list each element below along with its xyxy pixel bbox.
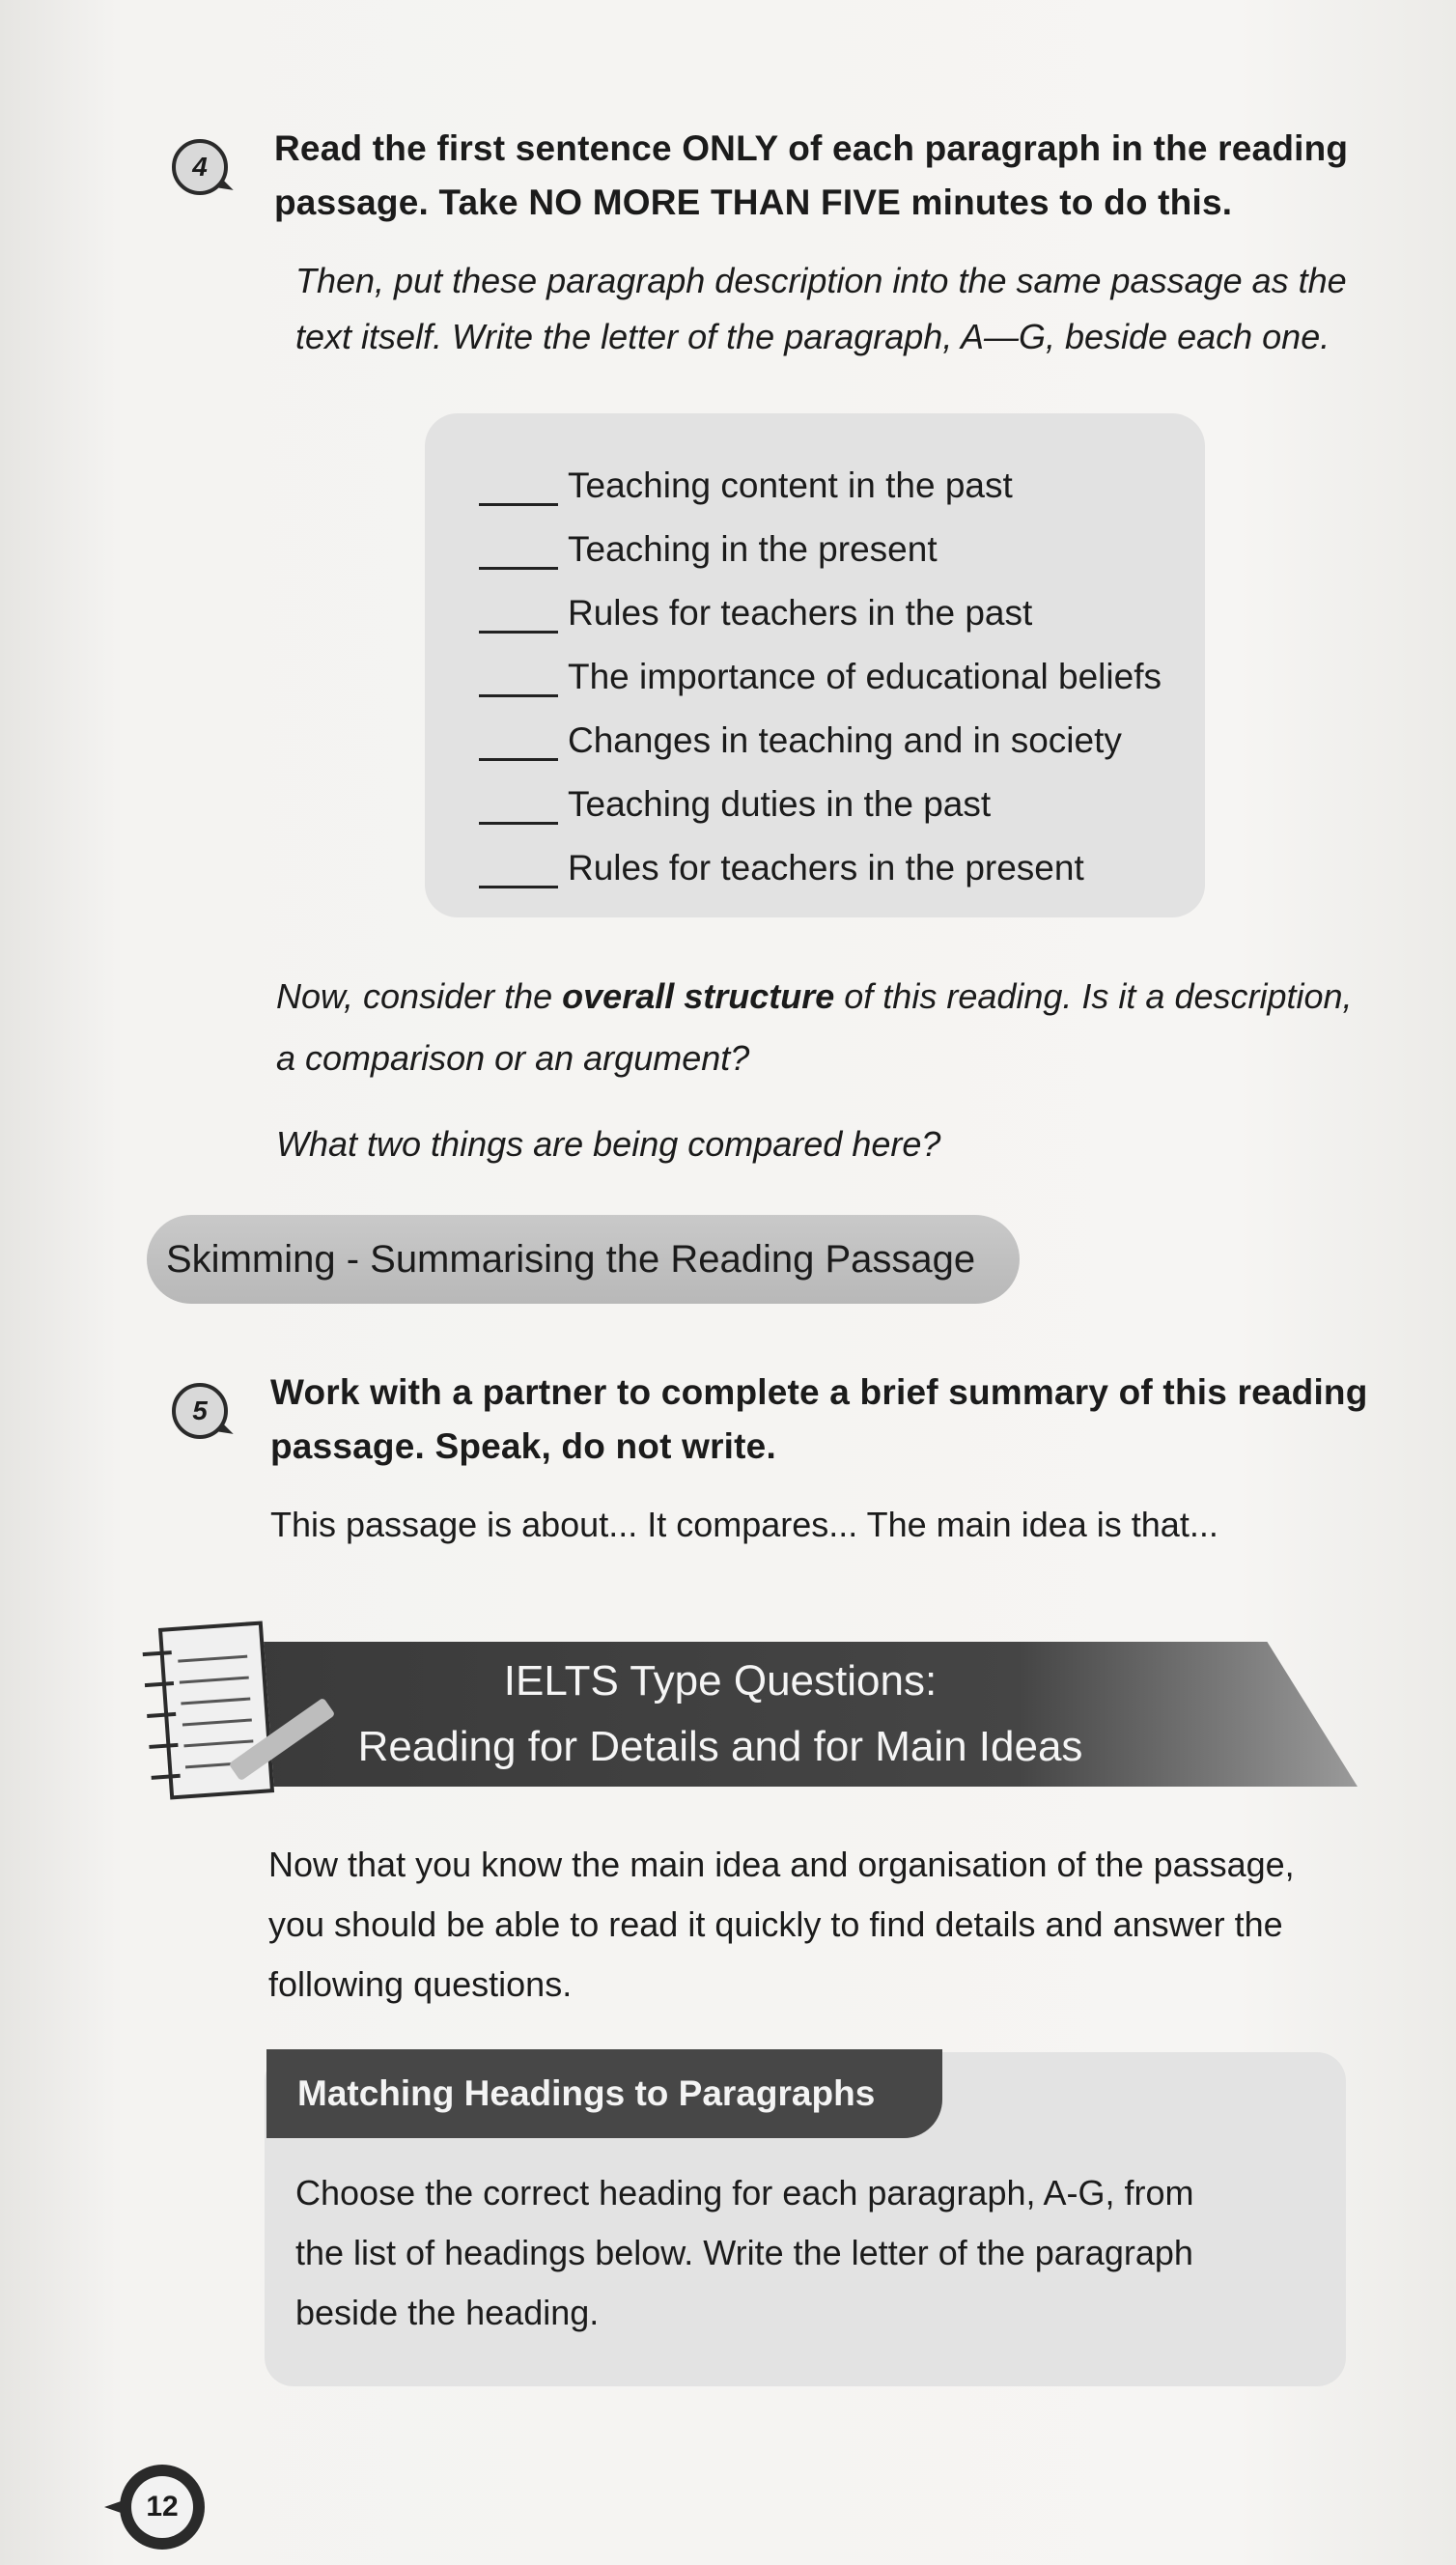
description-item [479,699,1122,761]
q4-instruction-line: Read the first sentence ONLY of each paragraph in the reading [274,128,1349,168]
description-text: Rules for teachers in the past [568,593,1033,633]
compared-question: What two things are being compared here? [276,1124,941,1164]
q5-instruction-line: passage. Speak, do not write. [270,1426,776,1466]
answer-blank[interactable] [479,719,558,761]
structure-text: Now, consider the [276,976,563,1016]
skimming-heading [147,1215,1020,1304]
q5-instruction-line: Work with a partner to complete a brief summary of this reading [270,1372,1368,1412]
banner-title-line: Reading for Details and for Main Ideas [357,1723,1083,1770]
question-number: 4 [172,139,228,195]
matching-title [266,2049,942,2138]
notepad-icon [158,1621,274,1799]
question-5-badge [172,1383,236,1447]
descriptions-panel [425,413,1205,917]
q4-instruction [274,122,1385,230]
description-text: Changes in teaching and in society [568,720,1122,760]
description-item [479,635,1162,697]
description-item [479,763,991,825]
matching-instructions [295,2163,1319,2343]
question-number: 5 [172,1383,228,1439]
intro-line: following questions. [268,1964,573,2004]
matching-title-text: Matching Headings to Paragraphs [297,2073,876,2113]
structure-text: of this reading. Is it a description, [834,976,1353,1016]
question-4-badge [172,139,236,203]
matching-line: Choose the correct heading for each paragraph, A-G, from [295,2173,1194,2213]
page-number-badge [112,2461,209,2557]
intro-line: you should be able to read it quickly to find details and answer the [268,1904,1283,1944]
description-item [479,508,938,570]
structure-question-line [276,966,1386,1028]
q4-then-instruction [295,253,1406,365]
answer-blank[interactable] [479,656,558,697]
answer-blank[interactable] [479,783,558,825]
q4-then-line: Then, put these paragraph description into the same passage as the [295,261,1347,300]
answer-blank[interactable] [479,528,558,570]
description-text: Rules for teachers in the present [568,848,1084,888]
structure-question [276,966,1386,1089]
banner-title-line: IELTS Type Questions: [503,1657,938,1705]
intro-line: Now that you know the main idea and organisation of the passage, [268,1845,1295,1884]
description-item [479,827,1084,888]
matching-line: beside the heading. [295,2293,600,2332]
answer-blank[interactable] [479,847,558,888]
answer-blank[interactable] [479,465,558,506]
description-item [479,572,1032,634]
intro-paragraph [268,1835,1408,2015]
description-text: Teaching content in the past [568,465,1013,505]
structure-question-line: a comparison or an argument? [276,1038,750,1078]
answer-blank[interactable] [479,592,558,634]
q5-instruction [270,1366,1381,1474]
skimming-heading-text: Skimming - Summarising the Reading Passage [166,1237,976,1281]
description-text: The importance of educational beliefs [568,657,1162,696]
description-text: Teaching duties in the past [568,784,992,824]
q4-then-line: text itself. Write the letter of the paragraph, A—G, beside each one. [295,317,1330,356]
page-number: 12 [131,2476,193,2538]
description-item [479,444,1013,506]
matching-line: the list of headings below. Write the letter of the paragraph [295,2233,1193,2272]
q4-instruction-line: passage. Take NO MORE THAN FIVE minutes to do this. [274,183,1233,222]
q5-prompt: This passage is about... It compares... The main idea is that... [270,1505,1218,1544]
description-text: Teaching in the present [568,529,938,569]
structure-emphasis: overall structure [562,976,835,1016]
